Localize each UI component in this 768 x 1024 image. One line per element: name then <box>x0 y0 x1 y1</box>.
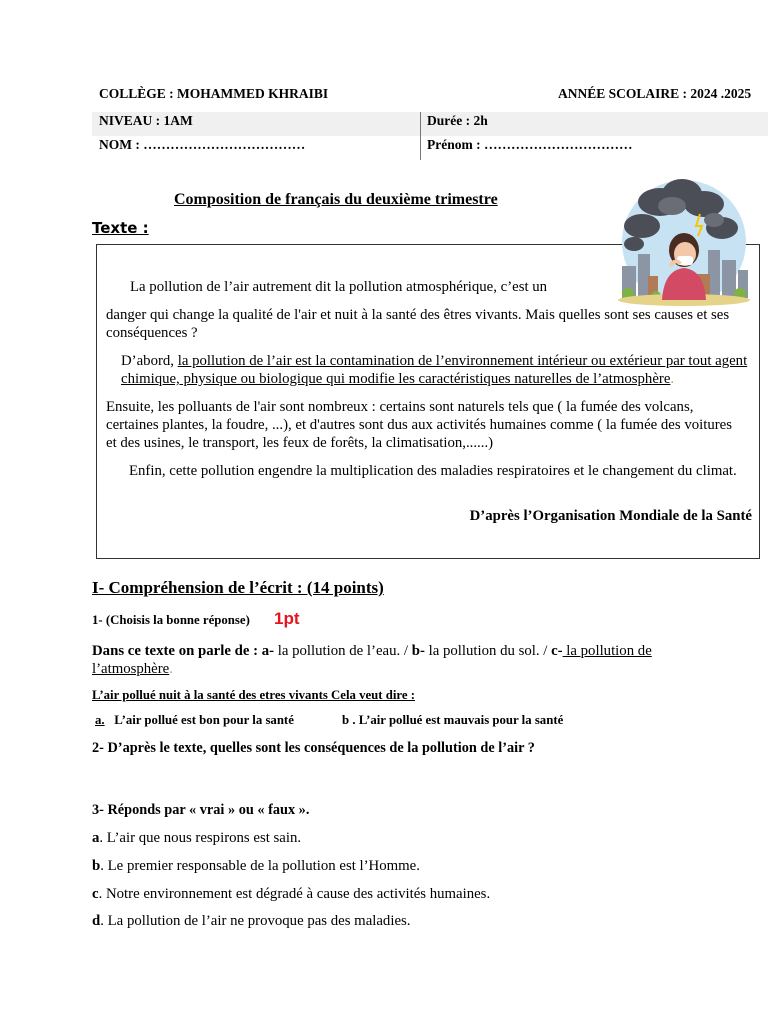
text-source: D’après l’Organisation Mondiale de la Santé <box>469 508 752 524</box>
section-1-title: I- Compréhension de l’écrit : (14 points) <box>92 578 384 597</box>
question-1-label: 1- (Choisis la bonne réponse) <box>92 613 250 627</box>
definition-underlined: la pollution de l’air est la contamination de l’environnement intérieur ou extérieur par tout agent chimique, physique ou biologique qui modifie les caractéristiques naturelles de l’atmosphère <box>121 353 748 387</box>
question-3: 3- Réponds par « vrai » ou « faux ». <box>92 802 310 818</box>
question-1b-option-b: b . L’air pollué est mauvais pour la santé <box>342 713 564 727</box>
q3-item-c <box>92 886 490 903</box>
q3-item-d-text: . La pollution de l’air ne provoque pas des maladies. <box>100 913 411 929</box>
info-table <box>92 112 768 160</box>
option-c-letter: c- <box>551 643 563 659</box>
page-title: Composition de français du deuxième trimestre <box>174 191 498 208</box>
paragraph-3: Ensuite, les polluants de l'air sont nombreux : certains sont naturels tels que ( la fumée des volcans, certaines plantes, la foudre, ...), et d'autres sont dus aux activités humaines comme ( la fumée des voitures et des usines, le transport, les feux de forêts, la climatisation,......) <box>106 399 732 451</box>
option-a-letter: a- <box>261 643 275 659</box>
paragraph-2-lead: D’abord, <box>121 353 178 369</box>
paragraph-4: Enfin, cette pollution engendre la multiplication des maladies respiratoires et le changement du climat. <box>129 463 737 479</box>
question-1b-stem: L’air pollué nuit à la santé des etres vivants Cela veut dire : <box>92 688 416 702</box>
q3-item-a-text: . L’air que nous respirons est sain. <box>99 830 302 846</box>
paragraph-1: danger qui change la qualité de l'air et nuit à la santé des êtres vivants. Mais quelles sont ses causes et ses conséquences ? <box>106 307 730 341</box>
q3-item-a <box>92 830 301 847</box>
college-name: COLLÈGE : MOHAMMED KHRAIBI <box>99 86 329 101</box>
prenom-field: Prénom : …………………………… <box>427 137 633 152</box>
duree-cell: Durée : 2h <box>427 113 488 128</box>
question-1b-option-a <box>95 713 294 728</box>
school-year: ANNÉE SCOLAIRE : 2024 .2025 <box>558 86 752 101</box>
option-a: la pollution de l’eau. / <box>274 643 412 659</box>
q3-item-a-letter: a <box>92 830 100 846</box>
q3-item-d-letter: d <box>92 913 101 929</box>
question-2: 2- D’après le texte, quelles sont les conséquences de la pollution de l’air ? <box>92 740 535 756</box>
niveau-cell: NIVEAU : 1AM <box>99 113 193 128</box>
q3-item-c-text: . Notre environnement est dégradé à cause des activités humaines. <box>98 886 491 902</box>
option-b-letter: b- <box>411 643 425 659</box>
q1b-a-text: L’air pollué est bon pour la santé <box>104 713 294 727</box>
q3-item-b <box>92 858 420 875</box>
q1-stem-text: Dans ce texte on parle de : <box>92 643 262 659</box>
nom-field: NOM : ……………………………… <box>99 137 306 152</box>
q3-item-b-text: . Le premier responsable de la pollution est l’Homme. <box>100 858 420 874</box>
q3-item-c-letter: c <box>92 886 99 902</box>
texte-label: Texte : <box>92 219 149 237</box>
q1b-a-letter: a. <box>95 713 105 727</box>
paragraph-1-first-line: La pollution de l’air autrement dit la pollution atmosphérique, c’est un <box>130 279 548 295</box>
option-b: la pollution du sol. / <box>424 643 552 659</box>
paragraph-2 <box>121 352 751 388</box>
option-c-end: . <box>169 661 173 677</box>
question-1-points: 1pt <box>274 609 300 628</box>
pollution-illustration <box>612 174 756 308</box>
option-c: la pollution de l’atmosphère <box>92 643 652 677</box>
q3-item-b-letter: b <box>92 858 101 874</box>
paragraph-2-end: . <box>670 371 675 387</box>
question-1-stem <box>92 642 712 678</box>
q3-item-d <box>92 913 410 930</box>
